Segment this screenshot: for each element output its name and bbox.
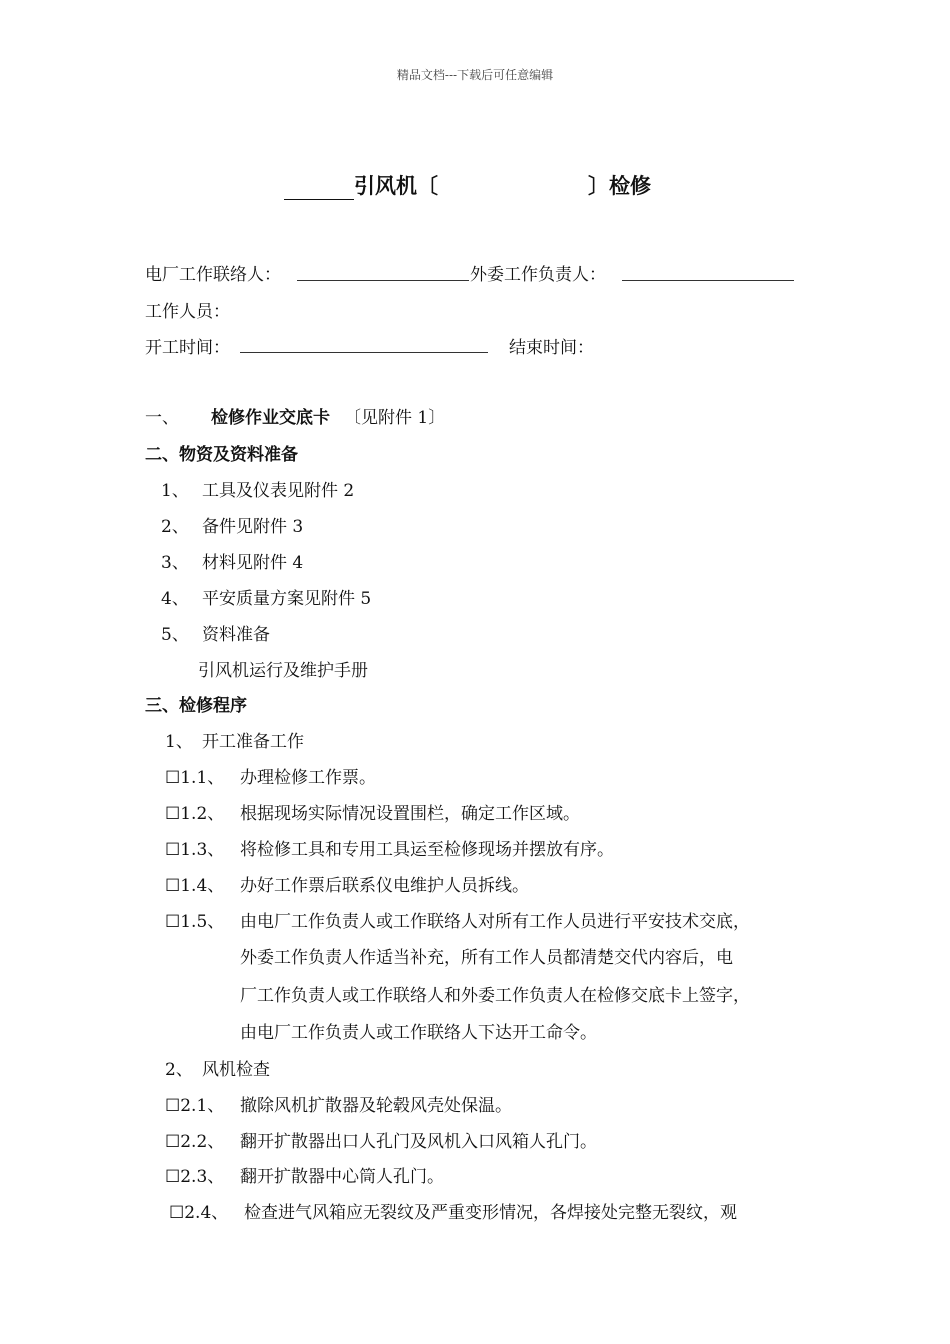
step-num: ☐1.3、: [165, 840, 225, 860]
sec2-item-text: 平安质量方案见附件 5: [202, 589, 372, 609]
plant-contact-label: 电厂工作联络人：: [145, 265, 281, 285]
step-num: ☐1.1、: [165, 768, 225, 788]
step-num: ☐2.1、: [165, 1096, 225, 1116]
page-title: [284, 170, 651, 200]
step-num: ☐1.5、: [165, 912, 225, 932]
sec1-note: 〔见附件 1〕: [344, 408, 446, 428]
start-time-label: 开工时间：: [145, 338, 230, 358]
sec2-item-num: 4、: [161, 589, 189, 609]
step-text-continued: 厂工作负责人或工作联络人和外委工作负责人在检修交底卡上签字，: [240, 986, 750, 1006]
step-num: ☐2.4、: [169, 1203, 229, 1223]
step-text: 检查进气风箱应无裂纹及严重变形情况，各焊接处完整无裂纹，观: [244, 1203, 737, 1223]
sec2-item-text: 资料准备: [202, 625, 270, 645]
outsourced-lead-label: 外委工作负责人：: [470, 265, 606, 285]
title-suffix: 〕检修: [588, 174, 651, 198]
step-text: 将检修工具和专用工具运至检修现场并摆放有序。: [240, 840, 614, 860]
end-time-label: 结束时间：: [509, 338, 594, 358]
step-text: 办好工作票后联系仪电维护人员拆线。: [240, 876, 529, 896]
sec1-title: 检修作业交底卡: [211, 408, 330, 428]
step-num: ☐1.4、: [165, 876, 225, 896]
page-header: 精品文档---下载后可任意编辑: [396, 68, 554, 82]
sec2-title: 二、物资及资料准备: [145, 445, 298, 465]
step-num: ☐2.3、: [165, 1167, 225, 1187]
sec3-group2-num: 2、: [165, 1060, 193, 1080]
sec2-item-text: 备件见附件 3: [202, 517, 304, 537]
title-prefix-blank: [284, 179, 354, 200]
step-text: 撤除风机扩散器及轮毂风壳处保温。: [240, 1096, 512, 1116]
step-text-continued: 外委工作负责人作适当补充，所有工作人员都清楚交代内容后，电: [240, 948, 733, 968]
step-text: 翻开扩散器中心筒人孔门。: [240, 1167, 444, 1187]
sec3-group1-num: 1、: [165, 732, 193, 752]
sec3-title: 三、检修程序: [145, 696, 247, 716]
sec2-item-num: 1、: [161, 481, 189, 501]
sec2-item-text: 工具及仪表见附件 2: [202, 481, 355, 501]
title-main: 引风机〔: [354, 174, 438, 198]
step-text: 根据现场实际情况设置围栏，确定工作区域。: [240, 804, 580, 824]
step-text: 由电厂工作负责人或工作联络人对所有工作人员进行平安技术交底，: [240, 912, 750, 932]
sec3-group1-text: 开工准备工作: [202, 732, 304, 752]
sec1-num: 一、: [145, 408, 179, 428]
step-text: 翻开扩散器出口人孔门及风机入口风箱人孔门。: [240, 1132, 597, 1152]
sec2-item-num: 2、: [161, 517, 189, 537]
workers-label: 工作人员：: [145, 302, 230, 322]
outsourced-lead-blank: [622, 280, 794, 281]
step-text-continued: 由电厂工作负责人或工作联络人下达开工命令。: [240, 1023, 597, 1043]
step-num: ☐2.2、: [165, 1132, 225, 1152]
start-time-blank: [240, 352, 488, 353]
sec2-item-num: 3、: [161, 553, 189, 573]
sec2-sub-item: 引风机运行及维护手册: [198, 661, 368, 681]
sec3-group2-text: 风机检查: [202, 1060, 270, 1080]
sec2-item-num: 5、: [161, 625, 189, 645]
step-text: 办理检修工作票。: [240, 768, 376, 788]
step-num: ☐1.2、: [165, 804, 225, 824]
plant-contact-blank: [297, 280, 469, 281]
sec2-item-text: 材料见附件 4: [202, 553, 304, 573]
